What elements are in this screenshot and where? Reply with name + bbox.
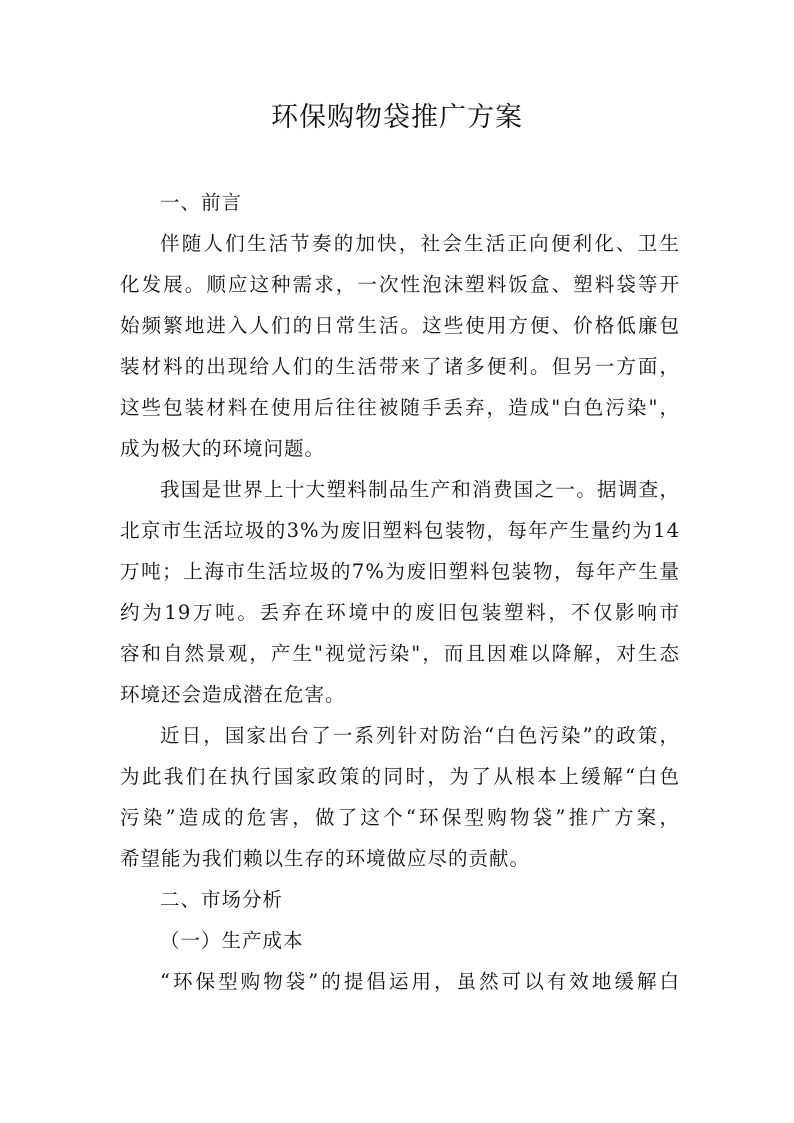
paragraph-line: 容和自然景观，产生"视觉污染"，而且因难以降解，对生态 xyxy=(120,642,680,665)
paragraph-line: “环保型购物袋”的提倡运用，虽然可以有效地缓解白 xyxy=(160,970,680,993)
paragraph-line: 近日，国家出台了一系列针对防治“白色污染”的政策， xyxy=(160,724,680,747)
section-heading-market-analysis: 二、市场分析 xyxy=(160,888,284,911)
paragraph-line: 环境还会造成潜在危害。 xyxy=(120,683,346,706)
paragraph-line: 污染”造成的危害，做了这个“环保型购物袋”推广方案， xyxy=(120,806,680,829)
paragraph-line: 北京市生活垃圾的3%为废旧塑料包装物，每年产生量约为14 xyxy=(120,519,680,542)
paragraph-line: 约为19万吨。丢弃在环境中的废旧包装塑料，不仅影响市 xyxy=(120,601,680,624)
paragraph-line: 伴随人们生活节奏的加快，社会生活正向便利化、卫生 xyxy=(160,232,680,255)
document-title: 环保购物袋推广方案 xyxy=(271,102,523,133)
paragraph-line: 化发展。顺应这种需求，一次性泡沫塑料饭盒、塑料袋等开 xyxy=(120,273,680,296)
section-heading-preface: 一、前言 xyxy=(160,191,243,214)
paragraph-line: 这些包装材料在使用后往往被随手丢弃，造成"白色污染"， xyxy=(120,396,680,419)
paragraph-line: 始频繁地进入人们的日常生活。这些使用方便、价格低廉包 xyxy=(120,314,680,337)
paragraph-line: 装材料的出现给人们的生活带来了诸多便利。但另一方面， xyxy=(120,355,680,378)
paragraph-line: 希望能为我们赖以生存的环境做应尽的贡献。 xyxy=(120,847,531,870)
subsection-heading-production-cost: （一）生产成本 xyxy=(160,929,304,952)
paragraph-line: 为此我们在执行国家政策的同时，为了从根本上缓解“白色 xyxy=(120,765,680,788)
paragraph-line: 成为极大的环境问题。 xyxy=(120,437,326,460)
paragraph-line: 万吨；上海市生活垃圾的7%为废旧塑料包装物，每年产生量 xyxy=(120,560,680,583)
paragraph-line: 我国是世界上十大塑料制品生产和消费国之一。据调查， xyxy=(160,478,680,501)
